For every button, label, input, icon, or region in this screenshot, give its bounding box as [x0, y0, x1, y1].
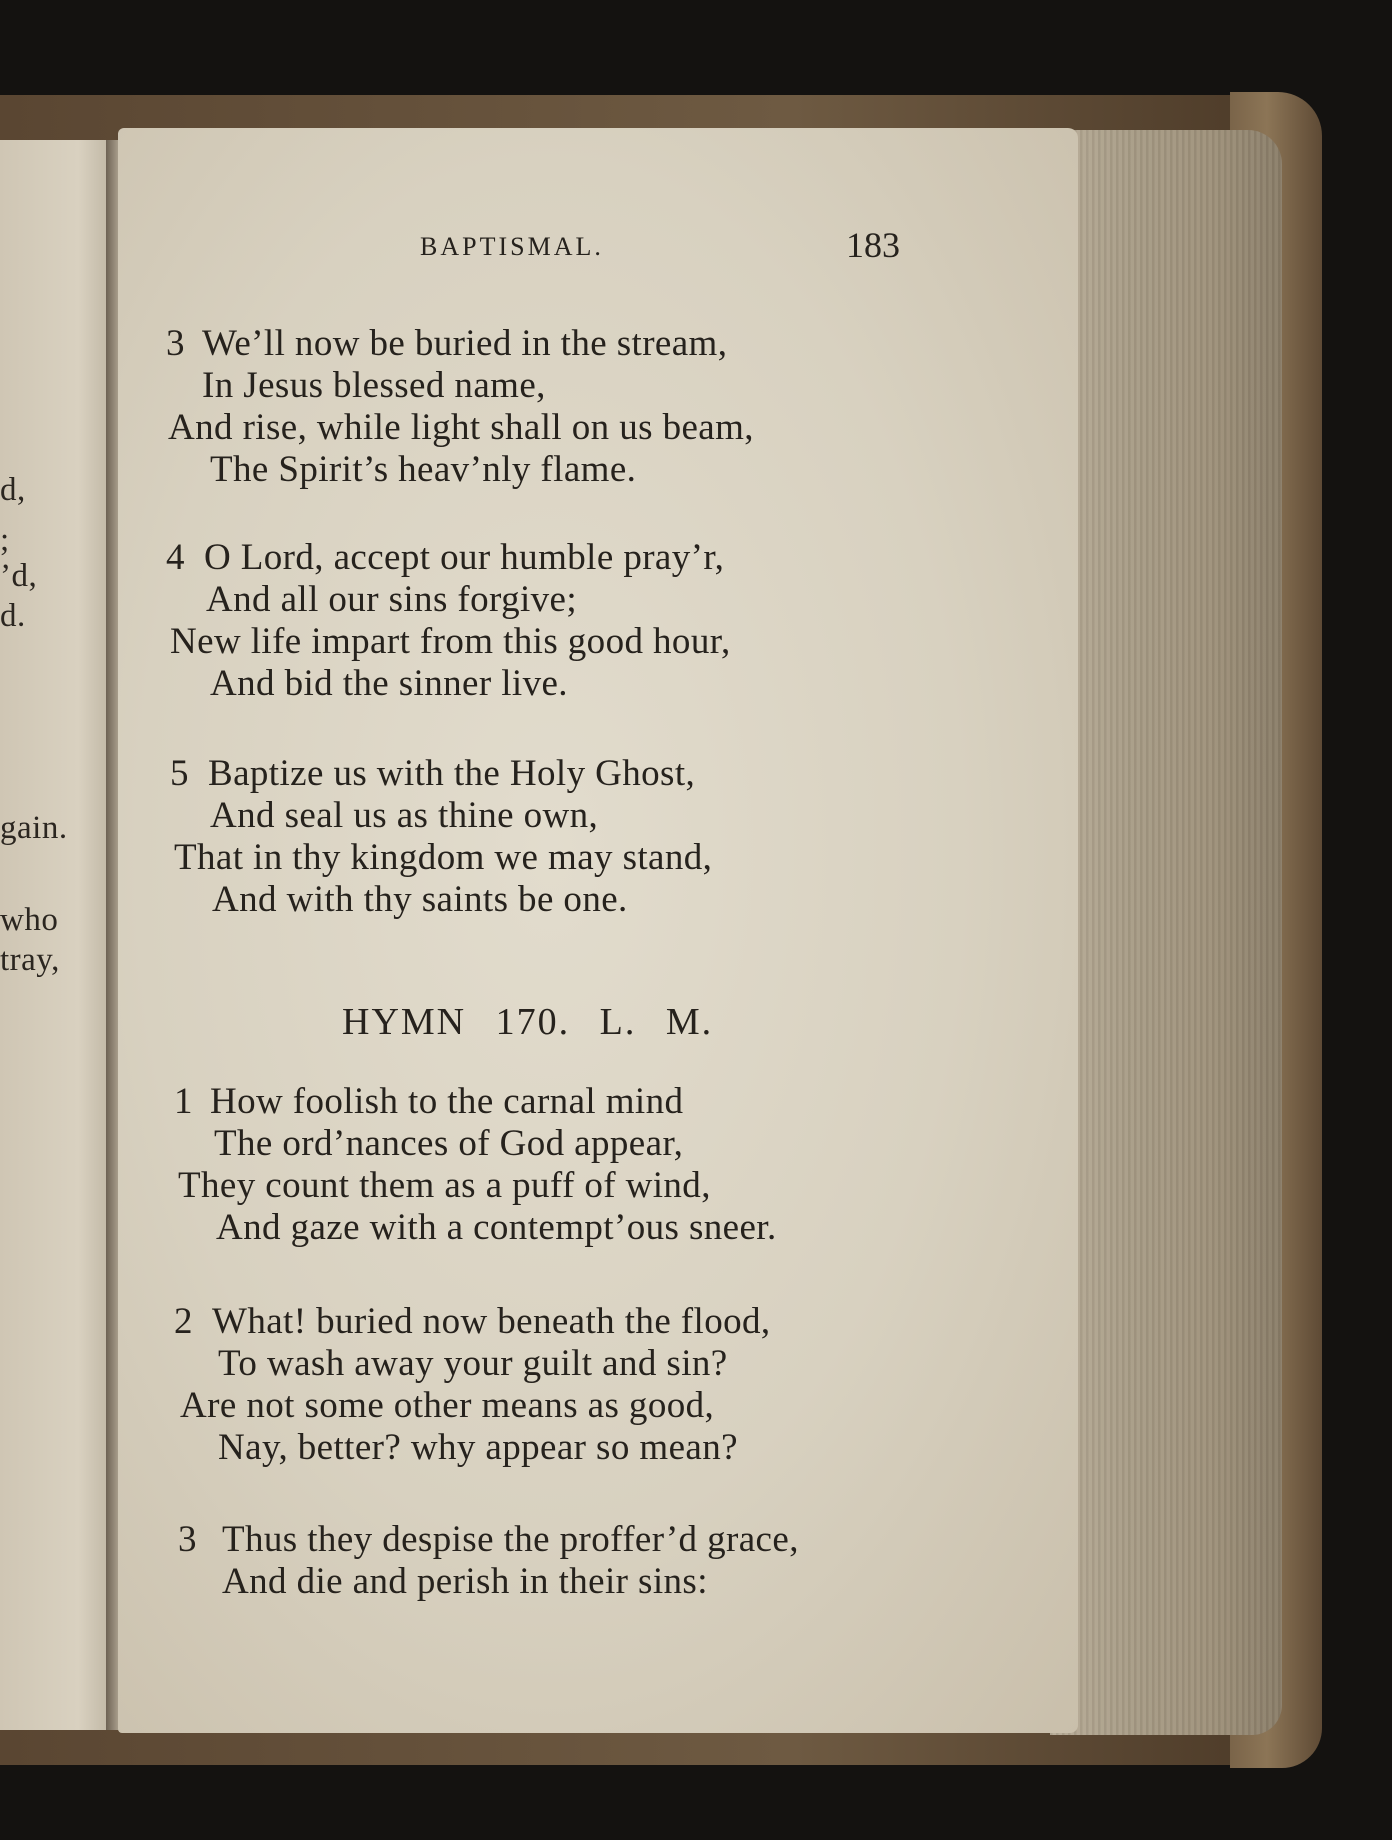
running-head: BAPTISMAL.: [420, 232, 604, 261]
left-page-fragment: d,: [0, 472, 26, 508]
verse-line: And seal us as thine own,: [210, 795, 599, 836]
left-page-fragment: d.: [0, 598, 26, 634]
verse-line: That in thy kingdom we may stand,: [174, 837, 713, 878]
left-page-fragment: ;: [0, 522, 10, 558]
stanza-number: 3: [178, 1519, 197, 1560]
verse-line: And with thy saints be one.: [212, 879, 628, 920]
verse-line: And bid the sinner live.: [210, 663, 568, 704]
verse-line: O Lord, accept our humble pray’r,: [204, 537, 725, 578]
verse-line: The Spirit’s heav’nly flame.: [210, 449, 637, 490]
stanza-number: 2: [174, 1301, 193, 1342]
stanza-number: 5: [170, 753, 189, 794]
verse-line: And die and perish in their sins:: [222, 1561, 708, 1602]
page-block-edge: [1050, 130, 1282, 1735]
left-page-fragment: tray,: [0, 942, 60, 978]
verse-line: To wash away your guilt and sin?: [218, 1343, 728, 1384]
verse-line: And all our sins forgive;: [206, 579, 578, 620]
left-page-fragment: ’d,: [0, 558, 38, 594]
verse-line: The ord’nances of God appear,: [214, 1123, 684, 1164]
verse-line: We’ll now be buried in the stream,: [202, 323, 728, 364]
verse-line: Are not some other means as good,: [180, 1385, 715, 1426]
verse-line: Thus they despise the proffer’d grace,: [222, 1519, 799, 1560]
verse-line: New life impart from this good hour,: [170, 621, 731, 662]
verse-line: And rise, while light shall on us beam,: [168, 407, 754, 448]
verse-line: What! buried now beneath the flood,: [212, 1301, 771, 1342]
verse-line: They count them as a puff of wind,: [178, 1165, 711, 1206]
left-page-fragment: gain.: [0, 810, 68, 846]
hymn-heading: HYMN 170. L. M.: [342, 1001, 714, 1043]
verse-line: Nay, better? why appear so mean?: [218, 1427, 738, 1468]
verse-line: How foolish to the carnal mind: [210, 1081, 684, 1122]
stanza-number: 1: [174, 1081, 193, 1122]
stanza-number: 4: [166, 537, 185, 578]
left-page-fragment: who: [0, 902, 59, 938]
verse-line: Baptize us with the Holy Ghost,: [208, 753, 696, 794]
left-page: [0, 140, 112, 1730]
page-number: 183: [846, 225, 900, 265]
verse-line: And gaze with a contempt’ous sneer.: [216, 1207, 777, 1248]
stanza-number: 3: [166, 323, 185, 364]
verse-line: In Jesus blessed name,: [202, 365, 546, 406]
